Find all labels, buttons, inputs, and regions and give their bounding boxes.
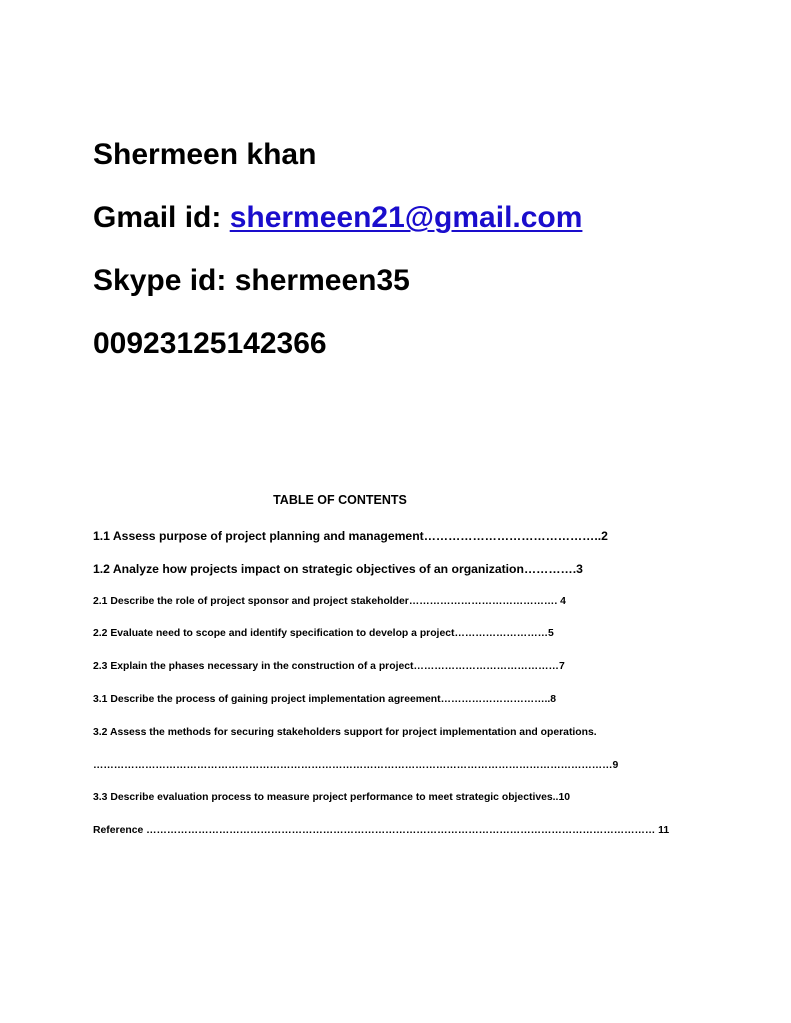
- toc-entry-text: 1.1 Assess purpose of project planning and management……………………………………..: [93, 529, 602, 543]
- toc-entry-text: 3.1 Describe the process of gaining project implementation agreement…………………………..: [93, 693, 551, 705]
- toc-entry[interactable]: [93, 823, 753, 839]
- toc-entry[interactable]: [93, 692, 753, 708]
- skype-line: Skype id: shermeen35: [93, 264, 410, 297]
- toc-entry[interactable]: [93, 561, 753, 577]
- toc-entry-text: 3.2 Assess the methods for securing stakeholders support for project implementation and operations.: [93, 726, 597, 738]
- toc-page-number: 7: [558, 661, 565, 673]
- toc-page-number: 10: [558, 792, 571, 804]
- toc-page-number: 2: [601, 529, 608, 543]
- toc-entry[interactable]: [93, 659, 753, 675]
- phone-number: 00923125142366: [93, 327, 327, 360]
- toc-entry-text: 2.3 Explain the phases necessary in the construction of a project……………………………………: [93, 661, 559, 673]
- toc-entry-text: 2.2 Evaluate need to scope and identify specification to develop a project………………………: [93, 628, 548, 640]
- gmail-line: [93, 197, 773, 239]
- toc-title: TABLE OF CONTENTS: [273, 493, 407, 507]
- contact-block: [93, 134, 773, 386]
- toc-entry-text: ……………………………………………………………………………………………………………………………………: [93, 759, 613, 771]
- toc-entry[interactable]: [93, 594, 753, 610]
- toc-entry-text: Reference …………………………………………………………………………………………………………………………………: [93, 825, 659, 837]
- toc-entry-text: 3.3 Describe evaluation process to measure project performance to meet strategic objectives..: [93, 792, 559, 804]
- table-of-contents: [93, 528, 753, 856]
- toc-entry-text: 2.1 Describe the role of project sponsor and project stakeholder…………………………………….: [93, 595, 561, 607]
- author-name: Shermeen khan: [93, 138, 317, 171]
- toc-page-number: 8: [550, 693, 557, 705]
- gmail-link[interactable]: shermeen21@gmail.com: [229, 201, 583, 234]
- toc-entry[interactable]: [93, 725, 753, 741]
- toc-entry[interactable]: [93, 528, 753, 544]
- toc-entry[interactable]: [93, 790, 753, 806]
- toc-page-number: 4: [560, 595, 566, 607]
- toc-page-number: 9: [612, 759, 619, 771]
- toc-entry[interactable]: [93, 758, 753, 774]
- toc-entry-text: 1.2 Analyze how projects impact on strategic objectives of an organization………….: [93, 561, 577, 576]
- toc-page-number: 11: [658, 825, 670, 837]
- toc-page-number: 5: [547, 628, 554, 640]
- toc-entry[interactable]: [93, 626, 753, 642]
- gmail-label: Gmail id:: [93, 201, 230, 234]
- toc-page-number: 3: [576, 561, 583, 576]
